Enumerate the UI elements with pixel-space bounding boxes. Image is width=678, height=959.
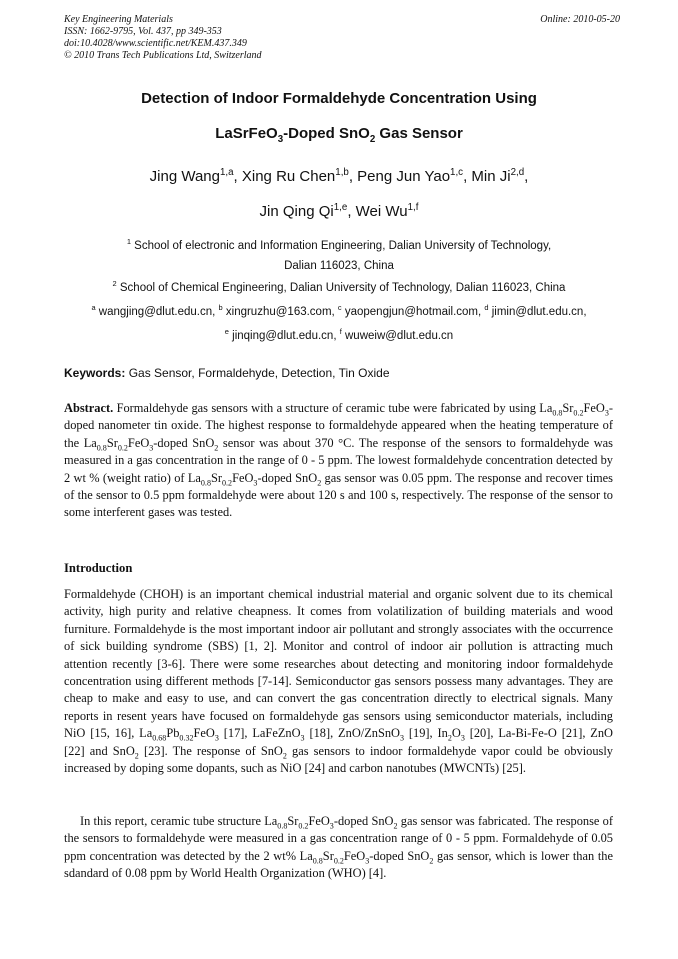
paper-title-line1: Detection of Indoor Formaldehyde Concentration Using — [141, 90, 537, 107]
section-heading-introduction: Introduction — [64, 561, 133, 575]
author-name: , Wei Wu — [347, 203, 408, 220]
paper-title-line2: LaSrFeO$_3$-Doped SnO$_2$ Gas Sensor — [215, 125, 463, 145]
subscript: 0.2 — [333, 856, 344, 866]
subscript: 3 — [149, 443, 154, 453]
introduction-paragraph-2: In this report, ceramic tube structure $La_{0.8}Sr_{0.2}FeO_3$-doped SnO$_2$ gas sensor was fabricated. The response of the sensors to formaldehyde were measured in a gas concentration range of 0 - 5 ppm. Formaldehyde of 0.05 ppm concentration was detected by the 2 wt% $La_{0.8}Sr_{0.2}FeO_3$-doped SnO$_2$ gas sensor, which is lower than the sdandard of 0.08 ppm by World Health Organization (WHO) [4]. — [64, 814, 613, 881]
subscript: 3 — [365, 856, 370, 866]
author-name: , Peng Jun Yao — [348, 168, 451, 185]
email-link: yaopengjun@hotmail.com, — [341, 306, 485, 318]
author-name: Jin Qing Qi — [259, 203, 334, 220]
author-name: , Min Ji — [463, 168, 511, 185]
abstract-label: Abstract. — [64, 401, 114, 415]
keywords — [64, 366, 390, 380]
author-name: , Xing Ru Chen — [233, 168, 336, 185]
subscript: 0.8 — [552, 408, 563, 418]
affiliation-2: $^2$ School of Chemical Engineering, Dalian University of Technology, Dalian 116023, China — [112, 279, 566, 294]
subscript: 2 — [429, 856, 434, 866]
subscript: 3 — [300, 733, 305, 743]
journal-name: Key Engineering Materials — [64, 14, 173, 25]
abstract — [64, 400, 613, 522]
online-date: Online: 2010-05-20 — [540, 14, 620, 25]
subscript: 0.2 — [117, 443, 128, 453]
subscript: 2 — [393, 821, 398, 831]
subscript: 0.32 — [179, 733, 194, 743]
authors-line2: Jin Qing Qi$^{1,e}$, Wei Wu$^{1,f}$ — [259, 202, 419, 220]
subscript: 2 — [282, 751, 287, 761]
subscript: 3 — [253, 478, 258, 488]
emails-line1: $^a$ wangjing@dlut.edu.cn, $^b$ xingruzhu@163.com, $^c$ yaopengjun@hotmail.com, $^d$ jimin@dlut.edu.cn, — [91, 303, 587, 318]
introduction-paragraph-1: Formaldehyde (CHOH) is an important chemical industrial material and organic solvent due to its chemical activity, high purity and relative cheapness. It comes from volatilization of building materials and wood furniture. Formaldehyde is the most important indoor air pollutant and strongly associates with the occurrence of sick building syndrome (SBS) [1, 2]. Monitor and control of indoor air pollution is attracting much attention recently [3-6]. There were some researches about detecting and monitoring indoor formaldehyde concentration using different methods [7-14]. Semiconductor gas sensors possess many advantages. They are cheap to make and easy to use, and can convert the gas concentration directly to electrical signals. Many reports in resent years have focused on formaldehyde gas sensors using semiconductor materials, including NiO [15, 16], $La_{0.68}Pb_{0.32}FeO_3$ [17], LaFeZnO$_3$ [18], ZnO/ZnSnO$_3$ [19], $In_2O_3$ [20], La-Bi-Fe-O [21], ZnO [22] and SnO$_2$ [23]. The response of SnO$_2$ gas sensors to indoor formaldehyde vapor could be obviously increased by doping some dopants, such as NiO [24] and carbon nanotubes (MWCNTs) [25]. — [64, 587, 614, 776]
abstract-text: Formaldehyde gas sensors with a structure of ceramic tube were fabricated by using $La_{0.8}Sr_{0.2}FeO_3$-doped nanometer tin oxide. The highest response to formaldehyde appeared when the heating temperature of the $La_{0.8}Sr_{0.2}FeO_3$-doped SnO$_2$ sensor was about 370 °C. The response of the sensors to formaldehyde was measured in a gas concentration in the range of 0 - 5 ppm. The lowest formaldehyde concentration detected by 2 wt % (weight ratio) of $La_{0.8}Sr_{0.2}FeO_3$-doped SnO$_2$ gas sensor was 0.05 ppm. The response and recover times of the sensor to 0.5 ppm formaldehyde were about 120 s and 100 s, respectively. The response of the sensor to some interferent gases was tested. — [64, 401, 613, 520]
subscript: 0.8 — [277, 821, 288, 831]
subscript: 0.8 — [200, 478, 211, 488]
subscript: 0.2 — [298, 821, 309, 831]
authors-line1: Jing Wang$^{1,a}$, Xing Ru Chen$^{1,b}$, Peng Jun Yao$^{1,c}$, Min Ji$^{2,d}$, — [149, 167, 529, 185]
subscript: 3 — [329, 821, 334, 831]
subscript: 2 — [214, 443, 219, 453]
subscript: 0.8 — [96, 443, 107, 453]
subscript: 2 — [134, 751, 139, 761]
journal-doi: doi:10.4028/www.scientific.net/KEM.437.349 — [64, 38, 247, 49]
affiliation-1: $^1$ School of electronic and Information Engineering, Dalian University of Technology, Dalian 116023, China — [126, 237, 552, 272]
keywords-label: Keywords: — [64, 366, 126, 380]
email-link: wangjing@dlut.edu.cn, — [95, 306, 219, 318]
subscript: 0.8 — [312, 856, 323, 866]
subscript: 3 — [604, 408, 609, 418]
subscript: 3 — [214, 733, 219, 743]
keywords-text: Gas Sensor, Formaldehyde, Detection, Tin Oxide — [125, 366, 390, 380]
subscript: 2 — [317, 478, 322, 488]
journal-copyright: © 2010 Trans Tech Publications Ltd, Switzerland — [64, 50, 262, 61]
email-link: xingruzhu@163.com, — [222, 306, 338, 318]
subscript: 0.68 — [152, 733, 167, 743]
subscript: 2 — [447, 733, 452, 743]
subscript: 3 — [460, 733, 465, 743]
emails-line2: $^e$ jinqing@dlut.edu.cn, $^f$ wuweiw@dlut.edu.cn — [224, 327, 454, 342]
journal-header — [64, 14, 620, 62]
subscript: 0.2 — [573, 408, 584, 418]
journal-issn: ISSN: 1662-9795, Vol. 437, pp 349-353 — [64, 26, 222, 37]
subscript: 3 — [400, 733, 405, 743]
author-name: Jing Wang — [149, 168, 220, 185]
email-link: wuweiw@dlut.edu.cn — [341, 330, 454, 342]
email-link: jimin@dlut.edu.cn, — [488, 306, 587, 318]
email-link: jinqing@dlut.edu.cn, — [228, 330, 340, 342]
subscript: 0.2 — [222, 478, 233, 488]
